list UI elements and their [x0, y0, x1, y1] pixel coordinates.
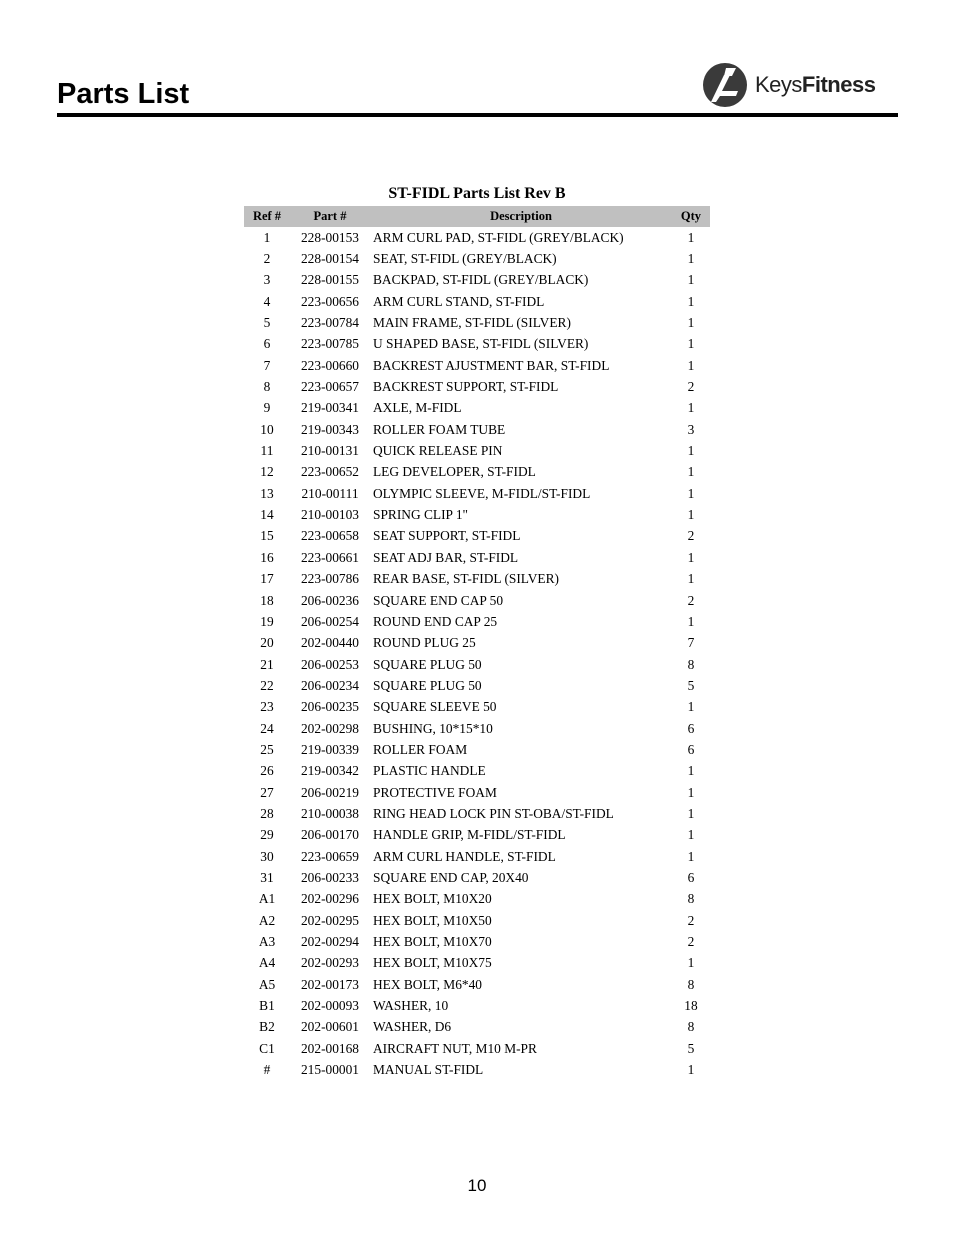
part-number-cell: 223-00658 [300, 528, 360, 544]
table-row [244, 483, 710, 504]
qty-cell: 5 [687, 1040, 695, 1056]
qty-cell: 1 [687, 549, 695, 565]
table-row [244, 611, 710, 632]
ref-cell: 14 [260, 507, 274, 523]
qty-cell: 1 [687, 315, 695, 331]
part-number-cell: 202-00295 [300, 912, 360, 928]
page-number: 10 [467, 1176, 487, 1195]
ref-cell: 19 [260, 613, 274, 629]
part-number-cell: 223-00785 [300, 336, 360, 352]
ref-cell: 31 [260, 869, 274, 885]
description-cell: LEG DEVELOPER, ST-FIDL [373, 464, 536, 480]
qty-cell: 1 [687, 357, 695, 373]
table-row [244, 761, 710, 782]
part-number-cell: 206-00219 [300, 784, 360, 800]
column-header-description: Description [370, 206, 672, 227]
table-row [244, 1038, 710, 1059]
part-number-cell: 206-00170 [300, 827, 360, 843]
description-cell: SQUARE END CAP 50 [373, 592, 504, 608]
ref-cell: 23 [260, 699, 274, 715]
qty-cell: 3 [687, 421, 695, 437]
table-row [244, 419, 710, 440]
qty-cell: 1 [687, 805, 695, 821]
description-cell: SPRING CLIP 1" [373, 507, 469, 523]
description-cell: SEAT, ST-FIDL (GREY/BLACK) [373, 251, 557, 267]
qty-cell: 1 [687, 400, 695, 416]
qty-cell: 7 [687, 635, 695, 651]
description-cell: HEX BOLT, M10X50 [373, 912, 492, 928]
part-number-cell: 210-00131 [300, 443, 360, 459]
ref-cell: 27 [260, 784, 274, 800]
qty-cell: 2 [687, 592, 695, 608]
ref-cell: 12 [260, 464, 274, 480]
qty-cell: 1 [687, 443, 695, 459]
part-number-cell: 228-00155 [300, 272, 360, 288]
parts-table-body [244, 227, 710, 1081]
description-cell: ARM CURL STAND, ST-FIDL [373, 293, 545, 309]
ref-cell: 2 [263, 251, 271, 267]
table-row [244, 910, 710, 931]
description-cell: SQUARE PLUG 50 [373, 656, 482, 672]
ref-cell: 9 [263, 400, 271, 416]
table-row [244, 440, 710, 461]
qty-cell: 2 [687, 379, 695, 395]
qty-cell: 1 [687, 336, 695, 352]
table-row [244, 355, 710, 376]
ref-cell: A2 [258, 912, 276, 928]
table-row [244, 974, 710, 995]
ref-cell: 11 [260, 443, 274, 459]
brand-logo [702, 60, 875, 110]
part-number-cell: 228-00154 [300, 251, 360, 267]
description-cell: AIRCRAFT NUT, M10 M-PR [373, 1040, 537, 1056]
ref-cell: 10 [260, 421, 274, 437]
table-row [244, 931, 710, 952]
ref-cell: 1 [263, 229, 271, 245]
ref-cell: 25 [260, 741, 274, 757]
qty-cell: 1 [687, 827, 695, 843]
description-cell: HANDLE GRIP, M-FIDL/ST-FIDL [373, 827, 566, 843]
table-row [244, 697, 710, 718]
table-row [244, 504, 710, 525]
qty-cell: 8 [687, 891, 695, 907]
table-row [244, 291, 710, 312]
table-row [244, 889, 710, 910]
part-number-cell: 210-00038 [300, 805, 360, 821]
table-row [244, 248, 710, 269]
table-row [244, 995, 710, 1016]
part-number-cell: 223-00652 [300, 464, 360, 480]
part-number-cell: 206-00236 [300, 592, 360, 608]
table-row [244, 462, 710, 483]
qty-cell: 1 [687, 272, 695, 288]
description-cell: QUICK RELEASE PIN [373, 443, 503, 459]
part-number-cell: 210-00111 [301, 485, 359, 501]
qty-cell: 1 [687, 1062, 695, 1078]
table-row [244, 739, 710, 760]
qty-cell: 2 [687, 528, 695, 544]
part-number-cell: 219-00339 [300, 741, 360, 757]
table-row [244, 803, 710, 824]
part-number-cell: 223-00661 [300, 549, 360, 565]
part-number-cell: 223-00656 [300, 293, 360, 309]
qty-cell: 1 [687, 507, 695, 523]
ref-cell: 16 [260, 549, 274, 565]
description-cell: ROLLER FOAM [373, 741, 468, 757]
description-cell: SQUARE PLUG 50 [373, 677, 482, 693]
description-cell: HEX BOLT, M10X75 [373, 955, 492, 971]
table-row [244, 825, 710, 846]
column-header-part: Part # [290, 206, 370, 227]
qty-cell: 8 [687, 656, 695, 672]
description-cell: SEAT ADJ BAR, ST-FIDL [373, 549, 519, 565]
description-cell: WASHER, 10 [373, 998, 449, 1014]
description-cell: BACKREST AJUSTMENT BAR, ST-FIDL [373, 357, 610, 373]
table-row [244, 547, 710, 568]
table-row [244, 376, 710, 397]
qty-cell: 1 [687, 571, 695, 587]
description-cell: PLASTIC HANDLE [373, 763, 486, 779]
ref-cell: C1 [259, 1040, 275, 1056]
qty-cell: 6 [687, 720, 695, 736]
description-cell: PROTECTIVE FOAM [373, 784, 497, 800]
part-number-cell: 219-00342 [300, 763, 360, 779]
table-row [244, 398, 710, 419]
part-number-cell: 202-00298 [300, 720, 360, 736]
ref-cell: 17 [260, 571, 274, 587]
ref-cell: 5 [263, 315, 271, 331]
table-row [244, 654, 710, 675]
part-number-cell: 206-00234 [300, 677, 360, 693]
ref-cell: # [263, 1062, 271, 1078]
part-number-cell: 202-00173 [300, 976, 360, 992]
part-number-cell: 202-00093 [300, 998, 360, 1014]
part-number-cell: 215-00001 [300, 1062, 360, 1078]
table-row [244, 718, 710, 739]
part-number-cell: 202-00601 [300, 1019, 360, 1035]
description-cell: SQUARE END CAP, 20X40 [373, 869, 529, 885]
page-title: Parts List [57, 78, 190, 110]
qty-cell: 1 [687, 699, 695, 715]
ref-cell: A3 [258, 934, 276, 950]
table-row [244, 270, 710, 291]
table-row [244, 1059, 710, 1080]
qty-cell: 1 [687, 464, 695, 480]
description-cell: ARM CURL HANDLE, ST-FIDL [373, 848, 556, 864]
ref-cell: 26 [260, 763, 274, 779]
description-cell: OLYMPIC SLEEVE, M-FIDL/ST-FIDL [373, 485, 591, 501]
table-row [244, 312, 710, 333]
qty-cell: 2 [687, 934, 695, 950]
table-row [244, 227, 710, 248]
qty-cell: 6 [687, 741, 695, 757]
part-number-cell: 206-00233 [300, 869, 360, 885]
part-number-cell: 202-00293 [300, 955, 360, 971]
table-row [244, 1017, 710, 1038]
keys-fitness-logo-icon [702, 61, 748, 109]
table-row [244, 953, 710, 974]
ref-cell: 30 [260, 848, 274, 864]
qty-cell: 1 [687, 763, 695, 779]
ref-cell: A5 [258, 976, 276, 992]
ref-cell: 28 [260, 805, 274, 821]
description-cell: SEAT SUPPORT, ST-FIDL [373, 528, 521, 544]
part-number-cell: 206-00235 [300, 699, 360, 715]
table-row [244, 675, 710, 696]
logo-wordmark: KeysFitness [755, 72, 876, 97]
qty-cell: 1 [687, 613, 695, 629]
table-row [244, 846, 710, 867]
column-header-ref: Ref # [244, 206, 290, 227]
part-number-cell: 219-00343 [300, 421, 360, 437]
qty-cell: 1 [687, 784, 695, 800]
description-cell: ROUND PLUG 25 [373, 635, 476, 651]
part-number-cell: 202-00296 [300, 891, 360, 907]
ref-cell: 7 [263, 357, 271, 373]
part-number-cell: 219-00341 [300, 400, 360, 416]
qty-cell: 8 [687, 1019, 695, 1035]
ref-cell: 6 [263, 336, 271, 352]
description-cell: MANUAL ST-FIDL [373, 1062, 484, 1078]
part-number-cell: 223-00784 [300, 315, 360, 331]
table-row [244, 526, 710, 547]
ref-cell: 20 [260, 635, 274, 651]
part-number-cell: 223-00660 [300, 357, 360, 373]
description-cell: BACKREST SUPPORT, ST-FIDL [373, 379, 559, 395]
part-number-cell: 223-00786 [300, 571, 360, 587]
ref-cell: 22 [260, 677, 274, 693]
description-cell: ARM CURL PAD, ST-FIDL (GREY/BLACK) [373, 229, 624, 245]
table-row [244, 867, 710, 888]
part-number-cell: 228-00153 [300, 229, 360, 245]
description-cell: HEX BOLT, M10X70 [373, 934, 492, 950]
qty-cell: 1 [687, 229, 695, 245]
description-cell: HEX BOLT, M10X20 [373, 891, 492, 907]
description-cell: ROLLER FOAM TUBE [373, 421, 506, 437]
qty-cell: 1 [687, 955, 695, 971]
ref-cell: 15 [260, 528, 274, 544]
part-number-cell: 202-00294 [300, 934, 360, 950]
ref-cell: 18 [260, 592, 274, 608]
ref-cell: 13 [260, 485, 274, 501]
qty-cell: 8 [687, 976, 695, 992]
qty-cell: 1 [687, 848, 695, 864]
description-cell: MAIN FRAME, ST-FIDL (SILVER) [373, 315, 571, 331]
parts-table [244, 206, 710, 1081]
qty-cell: 2 [687, 912, 695, 928]
ref-cell: 24 [260, 720, 274, 736]
ref-cell: B1 [259, 998, 275, 1014]
table-row [244, 590, 710, 611]
ref-cell: 3 [263, 272, 271, 288]
description-cell: RING HEAD LOCK PIN ST-OBA/ST-FIDL [373, 805, 614, 821]
qty-cell: 6 [687, 869, 695, 885]
table-row [244, 633, 710, 654]
qty-cell: 1 [687, 293, 695, 309]
part-number-cell: 223-00657 [300, 379, 360, 395]
parts-table-title: ST-FIDL Parts List Rev B [388, 185, 566, 202]
ref-cell: A1 [258, 891, 276, 907]
description-cell: REAR BASE, ST-FIDL (SILVER) [373, 571, 560, 587]
ref-cell: 4 [263, 293, 271, 309]
qty-cell: 1 [687, 251, 695, 267]
ref-cell: B2 [259, 1019, 275, 1035]
ref-cell: 8 [263, 379, 271, 395]
table-row [244, 334, 710, 355]
description-cell: U SHAPED BASE, ST-FIDL (SILVER) [373, 336, 589, 352]
qty-cell: 18 [684, 998, 698, 1014]
description-cell: AXLE, M-FIDL [373, 400, 462, 416]
ref-cell: 21 [260, 656, 274, 672]
description-cell: SQUARE SLEEVE 50 [373, 699, 497, 715]
part-number-cell: 202-00440 [300, 635, 360, 651]
ref-cell: A4 [258, 955, 276, 971]
description-cell: ROUND END CAP 25 [373, 613, 498, 629]
column-header-qty: Qty [672, 206, 710, 227]
description-cell: BACKPAD, ST-FIDL (GREY/BLACK) [373, 272, 589, 288]
part-number-cell: 223-00659 [300, 848, 360, 864]
description-cell: WASHER, D6 [373, 1019, 452, 1035]
part-number-cell: 210-00103 [300, 507, 360, 523]
part-number-cell: 202-00168 [300, 1040, 360, 1056]
table-row [244, 782, 710, 803]
table-header-row [244, 206, 710, 227]
header-rule [57, 113, 898, 117]
ref-cell: 29 [260, 827, 274, 843]
table-row [244, 569, 710, 590]
description-cell: HEX BOLT, M6*40 [373, 976, 482, 992]
qty-cell: 1 [687, 485, 695, 501]
part-number-cell: 206-00254 [300, 613, 360, 629]
qty-cell: 5 [687, 677, 695, 693]
part-number-cell: 206-00253 [300, 656, 360, 672]
description-cell: BUSHING, 10*15*10 [373, 720, 493, 736]
